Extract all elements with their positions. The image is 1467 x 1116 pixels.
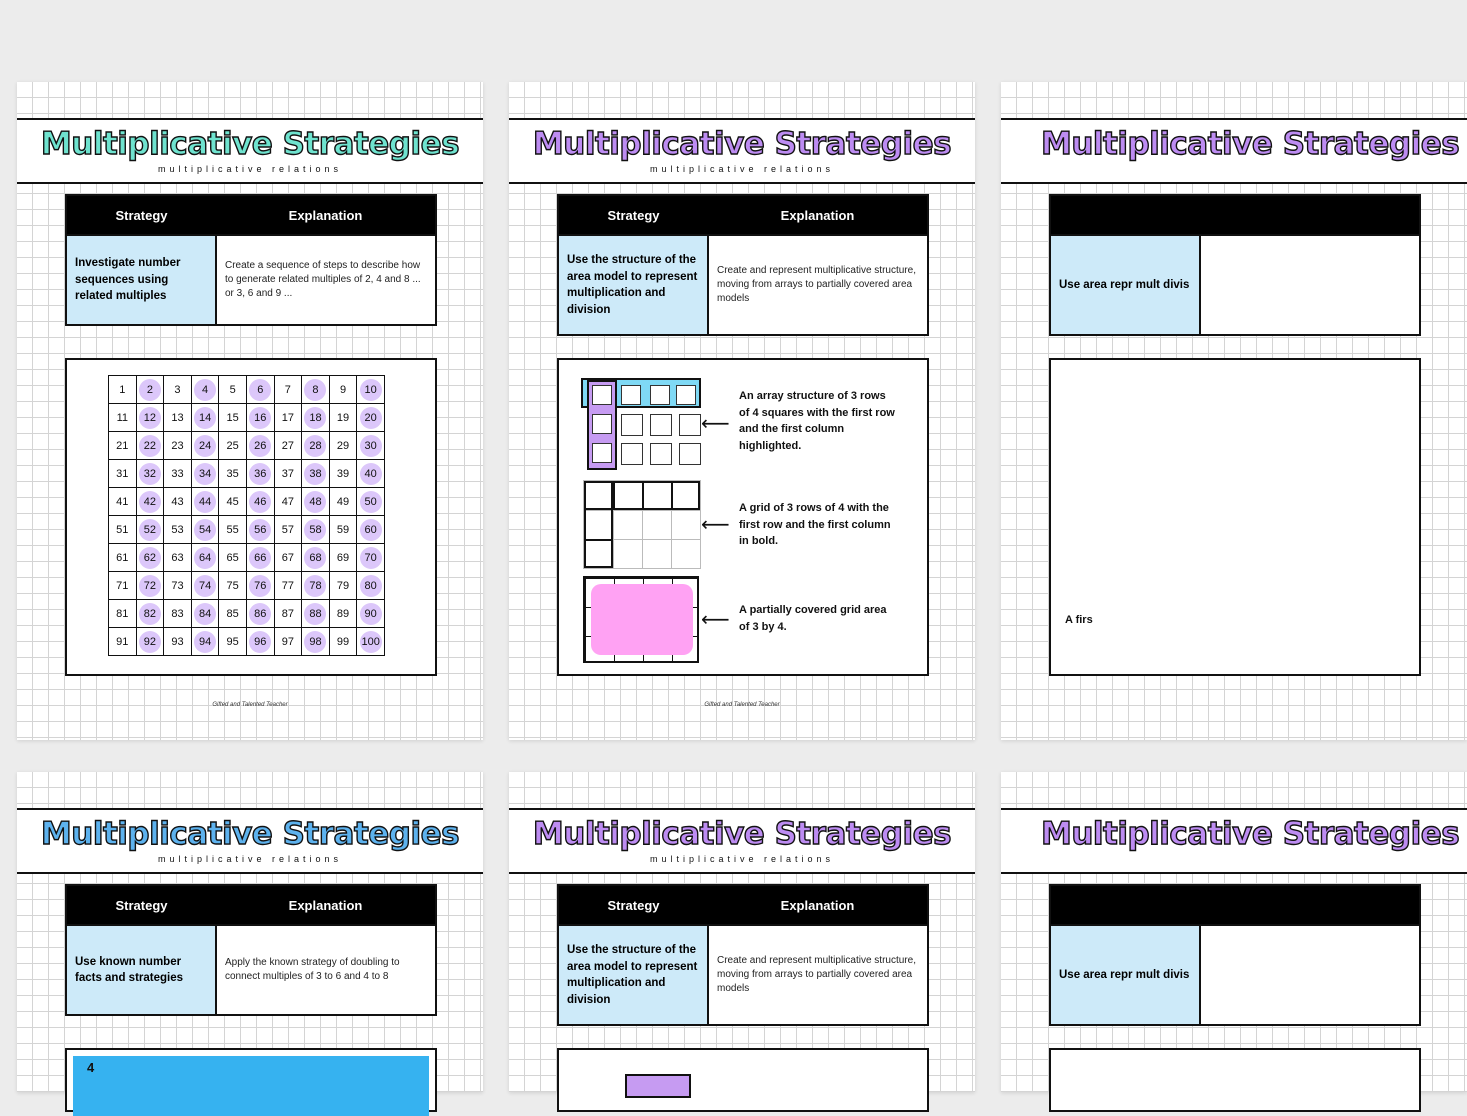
hundred-chart-cell	[164, 544, 192, 572]
hundred-chart-cell	[329, 432, 357, 460]
brand-logo: Gifted and Talented Teacher	[212, 702, 288, 708]
number-label: 78	[304, 575, 326, 597]
hundred-chart-cell	[191, 432, 219, 460]
hundred-chart-cell	[136, 544, 164, 572]
hundred-chart-cell	[274, 460, 302, 488]
hundred-chart-cell	[136, 432, 164, 460]
hundred-chart-row	[109, 460, 385, 488]
hundred-chart-cell	[329, 376, 357, 404]
hundred-chart-cell	[136, 516, 164, 544]
covered-grid-model	[583, 576, 699, 663]
number-label: 32	[139, 463, 161, 485]
area-model-panel	[557, 358, 929, 676]
number-label: 41	[116, 495, 129, 508]
hundred-chart-cell	[329, 600, 357, 628]
hundred-chart-row	[109, 432, 385, 460]
hundred-chart-cell	[109, 516, 137, 544]
strategy-cell: Use area repr mult divis	[1050, 925, 1200, 1025]
hundred-chart-cell	[246, 572, 274, 600]
number-label: 86	[249, 603, 271, 625]
strategy-table	[65, 884, 437, 1016]
title-banner	[1001, 118, 1467, 184]
hundred-chart-cell	[329, 544, 357, 572]
number-label: 81	[116, 607, 129, 620]
hundred-chart-cell	[357, 432, 385, 460]
hundred-chart-cell	[136, 460, 164, 488]
cover-description: A partially covered grid area of 3 by 4.	[739, 604, 887, 633]
number-label: 16	[249, 407, 271, 429]
title-banner	[1001, 808, 1467, 874]
hundred-chart-cell	[302, 600, 330, 628]
strategy-header: Strategy	[66, 195, 216, 235]
number-label: 13	[171, 411, 184, 424]
doubling-panel	[65, 1048, 437, 1112]
array-square	[592, 385, 612, 405]
poster-subtitle: multiplicative relations	[649, 164, 835, 174]
number-label: 97	[281, 635, 294, 648]
number-label: 95	[226, 635, 239, 648]
hundred-chart-cell	[302, 628, 330, 656]
number-label: 43	[171, 495, 184, 508]
number-label: 79	[336, 579, 350, 592]
hundred-chart-cell	[109, 460, 137, 488]
strategy-header: Strategy	[558, 195, 708, 235]
hundred-chart-cell	[246, 516, 274, 544]
number-label: 70	[360, 547, 382, 569]
hundred-chart-cell	[191, 516, 219, 544]
array-square	[621, 414, 643, 436]
number-label: 11	[116, 411, 128, 424]
poster-subtitle: multiplicative relations	[649, 854, 835, 864]
hundred-chart-cell	[246, 488, 274, 516]
number-label: 49	[336, 495, 350, 508]
number-label: 94	[194, 631, 216, 653]
number-label: 48	[304, 491, 326, 513]
poster-title: Multiplicative Strategies	[1041, 816, 1460, 852]
number-label: 27	[281, 439, 294, 452]
hundred-chart-row	[109, 376, 385, 404]
hundred-chart-cell	[219, 404, 247, 432]
hundred-chart-panel	[65, 358, 437, 676]
number-label: 60	[360, 519, 382, 541]
number-label: 3	[174, 383, 181, 396]
hundred-chart-cell	[136, 404, 164, 432]
explanation-cell: Apply the known strategy of doubling to connect multiples of 3 to 6 and 4 to 8	[216, 925, 436, 1015]
number-label: 84	[194, 603, 216, 625]
hundred-chart-row	[109, 488, 385, 516]
number-label: 46	[249, 491, 271, 513]
poster-card-known-facts[interactable]	[17, 772, 483, 1092]
number-label: 54	[194, 519, 216, 541]
number-label: 10	[360, 379, 382, 401]
number-label: 73	[171, 579, 184, 592]
poster-card-partial-right-2[interactable]	[1001, 772, 1467, 1092]
number-label: 45	[226, 495, 239, 508]
hundred-chart-cell	[357, 628, 385, 656]
explanation-header: Explanation	[216, 195, 436, 235]
hundred-chart-cell	[357, 488, 385, 516]
number-label: 30	[360, 435, 382, 457]
explanation-cell: Create and represent multiplicative structure, moving from arrays to partially covered area models	[708, 925, 928, 1025]
number-label: 91	[116, 635, 129, 648]
number-label: 14	[194, 407, 216, 429]
number-label: 68	[304, 547, 326, 569]
hundred-chart-cell	[109, 600, 137, 628]
hundred-chart-cell	[302, 404, 330, 432]
number-label: 24	[194, 435, 216, 457]
hundred-chart-cell	[109, 432, 137, 460]
hundred-chart-cell	[191, 628, 219, 656]
hundred-chart-cell	[274, 572, 302, 600]
hundred-chart-cell	[329, 460, 357, 488]
array-square	[676, 385, 696, 405]
brand-logo: Gifted and Talented Teacher	[704, 702, 780, 708]
arrow-left-icon: ⟵	[701, 609, 730, 631]
number-label: 7	[284, 383, 291, 396]
hundred-chart-row	[109, 516, 385, 544]
number-label: 98	[304, 631, 326, 653]
hundred-chart-cell	[357, 600, 385, 628]
hundred-chart-cell	[302, 432, 330, 460]
hundred-chart-cell	[246, 432, 274, 460]
hundred-chart-cell	[164, 460, 192, 488]
number-label: 6	[249, 379, 271, 401]
hundred-chart-cell	[329, 404, 357, 432]
array-square	[650, 414, 672, 436]
number-label: 82	[139, 603, 161, 625]
hundred-chart-cell	[274, 516, 302, 544]
hundred-chart-cell	[246, 376, 274, 404]
strategy-header: Strategy	[66, 885, 216, 925]
number-label: 58	[304, 519, 326, 541]
hundred-chart-cell	[164, 628, 192, 656]
number-label: 90	[360, 603, 382, 625]
hundred-chart-cell	[302, 516, 330, 544]
number-label: 2	[139, 379, 161, 401]
hundred-chart-cell	[246, 544, 274, 572]
number-label: 8	[304, 379, 326, 401]
number-label: 93	[171, 635, 184, 648]
array-square	[650, 443, 672, 465]
number-label: 55	[226, 523, 239, 536]
number-label: 26	[249, 435, 271, 457]
number-label: 62	[139, 547, 161, 569]
hundred-chart-cell	[357, 404, 385, 432]
number-label: 25	[226, 439, 239, 452]
hundred-chart-cell	[191, 600, 219, 628]
number-label: 4	[194, 379, 216, 401]
hundred-chart-cell	[302, 488, 330, 516]
number-label: 65	[226, 551, 239, 564]
number-label: 18	[304, 407, 326, 429]
grid-description: A grid of 3 rows of 4 with the first row and the first column in bold.	[739, 502, 891, 547]
number-label: 63	[171, 551, 184, 564]
title-banner	[17, 118, 483, 184]
number-label: 33	[171, 467, 184, 480]
number-label: 71	[116, 579, 129, 592]
strategy-cell: Use area repr mult divis	[1050, 235, 1200, 335]
hundred-chart-cell	[164, 572, 192, 600]
hundred-chart-cell	[136, 628, 164, 656]
hundred-chart-cell	[219, 572, 247, 600]
number-label: 89	[336, 607, 350, 620]
hundred-chart-cell	[191, 376, 219, 404]
hundred-chart-cell	[109, 628, 137, 656]
hundred-chart-cell	[164, 432, 192, 460]
number-label: 29	[336, 439, 350, 452]
strategy-cell: Use known number facts and strategies	[66, 925, 216, 1015]
hundred-chart-cell	[164, 488, 192, 516]
hundred-chart-cell	[357, 460, 385, 488]
poster-card-area-model[interactable]	[509, 82, 975, 740]
number-label: 31	[116, 467, 129, 480]
number-label: 38	[304, 463, 326, 485]
hundred-chart-cell	[219, 600, 247, 628]
hundred-chart-cell	[109, 488, 137, 516]
array-description: An array structure of 3 rows of 4 squares with the first row and the first column highlighted.	[739, 390, 895, 452]
hundred-chart-row	[109, 572, 385, 600]
explanation-cell: Create a sequence of steps to describe how to generate related multiples of 2, 4 and 8 ... or 3, 6 and 9 ...	[216, 235, 436, 325]
hundred-chart-cell	[191, 572, 219, 600]
hundred-chart-cell	[246, 628, 274, 656]
number-label: 74	[194, 575, 216, 597]
poster-card-area-model-2[interactable]	[509, 772, 975, 1092]
number-label: 28	[304, 435, 326, 457]
hundred-chart-cell	[191, 460, 219, 488]
hundred-chart-cell	[109, 404, 137, 432]
hundred-chart-cell	[246, 600, 274, 628]
arrow-left-icon: ⟵	[701, 413, 730, 435]
number-label: 69	[336, 551, 350, 564]
hundred-chart-cell	[219, 516, 247, 544]
number-label: 77	[281, 579, 294, 592]
strategy-table	[557, 194, 929, 336]
hundred-chart-row	[109, 600, 385, 628]
explanation-header: Explanation	[708, 885, 928, 925]
array-model	[579, 376, 709, 476]
strategy-cell: Use the structure of the area model to represent multiplication and division	[558, 235, 708, 335]
hundred-chart-cell	[302, 544, 330, 572]
poster-subtitle: multiplicative relations	[157, 854, 343, 864]
hundred-chart-cell	[164, 376, 192, 404]
poster-card-number-sequences[interactable]	[17, 82, 483, 740]
strategy-table	[1049, 884, 1421, 1026]
number-label: 96	[249, 631, 271, 653]
hundred-chart-cell	[136, 376, 164, 404]
hundred-chart-cell	[274, 488, 302, 516]
highlighted-column	[625, 1074, 691, 1098]
poster-title: Multiplicative Strategies	[532, 816, 952, 852]
model-panel	[1049, 358, 1421, 676]
number-label: 20	[360, 407, 382, 429]
hundred-chart-cell	[109, 376, 137, 404]
number-label: 15	[226, 411, 239, 424]
panel-number: 4	[87, 1060, 95, 1075]
cover-overlay	[591, 584, 693, 655]
number-label: 85	[226, 607, 239, 620]
number-label: 92	[139, 631, 161, 653]
hundred-chart-cell	[274, 432, 302, 460]
hundred-chart-cell	[109, 544, 137, 572]
number-label: 75	[226, 579, 239, 592]
number-label: 36	[249, 463, 271, 485]
hundred-chart-cell	[136, 572, 164, 600]
number-label: 40	[360, 463, 382, 485]
number-label: 83	[171, 607, 184, 620]
number-label: 56	[249, 519, 271, 541]
hundred-chart-cell	[109, 572, 137, 600]
number-label: 53	[171, 523, 184, 536]
hundred-chart-cell	[274, 544, 302, 572]
array-square	[679, 443, 701, 465]
explanation-header: Explanation	[708, 195, 928, 235]
number-label: 100	[360, 631, 382, 653]
number-label: 12	[139, 407, 161, 429]
array-square	[679, 414, 701, 436]
number-label: 9	[339, 383, 347, 396]
hundred-chart-cell	[274, 600, 302, 628]
number-label: 39	[336, 467, 350, 480]
hundred-chart-cell	[219, 628, 247, 656]
hundred-chart-cell	[274, 628, 302, 656]
hundred-chart-cell	[219, 488, 247, 516]
hundred-chart-cell	[357, 516, 385, 544]
number-label: 76	[249, 575, 271, 597]
number-label: 99	[336, 635, 350, 648]
strategy-cell: Investigate number sequences using related multiples	[66, 235, 216, 325]
number-label: 34	[194, 463, 216, 485]
hundred-chart-cell	[274, 404, 302, 432]
number-label: 87	[281, 607, 294, 620]
hundred-chart-cell	[357, 572, 385, 600]
number-label: 47	[281, 495, 294, 508]
poster-title: Multiplicative Strategies	[40, 126, 460, 162]
title-banner	[509, 808, 975, 874]
poster-card-partial-right[interactable]	[1001, 82, 1467, 740]
hundred-chart-cell	[357, 544, 385, 572]
hundred-chart-cell	[219, 432, 247, 460]
number-label: 19	[336, 411, 350, 424]
hundred-chart-cell	[329, 516, 357, 544]
explanation-cell: Create and represent multiplicative structure, moving from arrays to partially covered area models	[708, 235, 928, 335]
explanation-header: Explanation	[216, 885, 436, 925]
doubling-bar	[73, 1056, 429, 1116]
hundred-chart-cell	[329, 628, 357, 656]
poster-subtitle: multiplicative relations	[157, 164, 343, 174]
hundred-chart-cell	[302, 572, 330, 600]
number-label: 44	[194, 491, 216, 513]
number-label: 51	[116, 523, 129, 536]
hundred-chart-cell	[136, 488, 164, 516]
number-label: 5	[229, 383, 236, 396]
model-panel	[1049, 1048, 1421, 1112]
hundred-chart-cell	[191, 544, 219, 572]
hundred-chart-cell	[219, 376, 247, 404]
hundred-chart-cell	[191, 404, 219, 432]
hundred-chart-row	[109, 404, 385, 432]
hundred-chart-cell	[246, 404, 274, 432]
hundred-chart-cell	[246, 460, 274, 488]
hundred-chart-cell	[329, 572, 357, 600]
strategy-table	[1049, 194, 1421, 336]
hundred-chart-cell	[302, 376, 330, 404]
number-label: 52	[139, 519, 161, 541]
hundred-chart-cell	[164, 404, 192, 432]
number-label: 67	[281, 551, 294, 564]
number-label: 35	[226, 467, 239, 480]
hundred-chart-cell	[219, 544, 247, 572]
hundred-chart-cell	[164, 600, 192, 628]
array-square	[621, 385, 641, 405]
number-label: 61	[116, 551, 129, 564]
array-square	[650, 385, 670, 405]
bold-grid-model	[583, 480, 701, 569]
strategy-table	[65, 194, 437, 326]
poster-title: Multiplicative Strategies	[532, 126, 952, 162]
title-banner	[509, 118, 975, 184]
hundred-chart-cell	[219, 460, 247, 488]
hundred-chart-row	[109, 628, 385, 656]
title-banner	[17, 808, 483, 874]
hundred-chart-cell	[164, 516, 192, 544]
number-label: 42	[139, 491, 161, 513]
number-label: 57	[281, 523, 294, 536]
panel-text: A firs	[1065, 614, 1093, 626]
array-square	[592, 414, 612, 434]
hundred-chart-cell	[136, 600, 164, 628]
number-label: 50	[360, 491, 382, 513]
number-label: 22	[139, 435, 161, 457]
hundred-chart-cell	[191, 488, 219, 516]
number-label: 37	[281, 467, 294, 480]
area-model-panel	[557, 1048, 929, 1112]
number-label: 64	[194, 547, 216, 569]
strategy-table	[557, 884, 929, 1026]
hundred-chart-cell	[302, 460, 330, 488]
hundred-chart	[108, 375, 385, 656]
number-label: 80	[360, 575, 382, 597]
number-label: 1	[119, 383, 126, 396]
strategy-cell: Use the structure of the area model to represent multiplication and division	[558, 925, 708, 1025]
arrow-left-icon: ⟵	[701, 514, 730, 536]
array-square	[592, 443, 612, 463]
array-square	[621, 443, 643, 465]
hundred-chart-cell	[274, 376, 302, 404]
hundred-chart-cell	[329, 488, 357, 516]
hundred-chart-cell	[357, 376, 385, 404]
number-label: 88	[304, 603, 326, 625]
number-label: 21	[116, 439, 129, 452]
hundred-chart-row	[109, 544, 385, 572]
number-label: 59	[336, 523, 350, 536]
number-label: 66	[249, 547, 271, 569]
strategy-header: Strategy	[558, 885, 708, 925]
poster-title: Multiplicative Strategies	[40, 816, 460, 852]
number-label: 72	[139, 575, 161, 597]
number-label: 17	[281, 411, 294, 424]
poster-title: Multiplicative Strategies	[1041, 126, 1460, 162]
number-label: 23	[171, 439, 184, 452]
